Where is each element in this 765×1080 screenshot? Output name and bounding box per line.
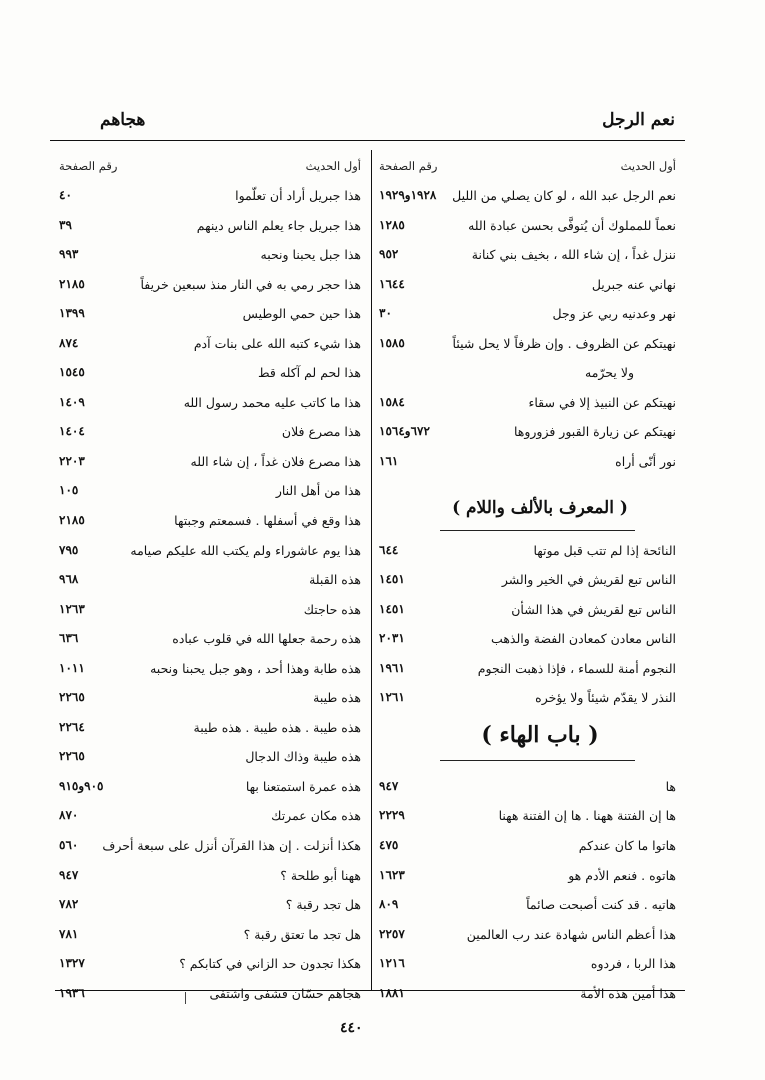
running-head-right: نعم الرجل — [602, 110, 675, 130]
entry-page-number: ١٠٥ — [59, 483, 79, 498]
entry-text: ها إن الفتنة ههنا . ها إن الفتنة ههنا — [498, 808, 676, 824]
entry-text: هذا حين حمي الوطيس — [242, 306, 361, 322]
entry-page-number: ٧٩٥ — [59, 542, 79, 557]
entry-page-number: ١٢٦٣ — [59, 601, 85, 616]
entry-page-number: ٢٢٥٧ — [379, 926, 405, 941]
index-entry — [55, 270, 365, 300]
entry-text: هاتيه . قد كنت أصبحت صائماً — [526, 897, 676, 913]
section-rule — [440, 530, 635, 531]
entry-page-number: ١٩٣٦ — [59, 985, 85, 1000]
entry-page-number: ٨٧٠ — [59, 808, 79, 823]
entry-page-number: ٤٧٥ — [379, 838, 399, 853]
entry-text: ننزل غداً ، إن شاء الله ، بخيف بني كنانة — [471, 247, 676, 263]
entry-text: نهيتكم عن زيارة القبور فزوروها — [513, 424, 676, 440]
entry-page-number: ٥٦٠ — [59, 838, 79, 853]
entry-page-number: ٩٩٣ — [59, 247, 79, 262]
entry-page-number: ٩٤٧ — [59, 867, 79, 882]
index-entry — [55, 299, 365, 329]
entry-page-number: ٦٤٤ — [379, 542, 399, 557]
entry-page-number: ١٢٦١ — [379, 690, 405, 705]
index-entry — [375, 801, 680, 831]
index-entry — [55, 624, 365, 654]
entry-text: نهيتكم عن النبيذ إلا في سقاء — [528, 394, 676, 410]
index-entry — [55, 447, 365, 477]
entry-page-number: ١٣٩٩ — [59, 306, 85, 321]
entry-text: هكذا تجدون حد الزاني في كتابكم ؟ — [179, 956, 361, 972]
index-entry — [375, 949, 680, 979]
index-entry — [375, 211, 680, 241]
index-entry — [55, 388, 365, 418]
entry-page-number: ٩٠٥و٩١٥ — [59, 778, 104, 793]
header-page-number: رقم الصفحة — [59, 159, 118, 173]
index-entry — [55, 683, 365, 713]
index-entry — [375, 358, 680, 388]
index-entry — [375, 683, 680, 713]
margin-mark — [185, 992, 187, 1004]
entry-text: نعماً للمملوك أن يُتوفَّى بحسن عبادة الله — [468, 217, 676, 233]
index-entry — [55, 861, 365, 891]
entry-page-number: ١٤٠٩ — [59, 394, 85, 409]
entry-text: هذه طيبة — [313, 690, 361, 706]
entry-text: هذا حجر رمي به في النار منذ سبعين خريفاً — [140, 276, 361, 292]
column-header — [375, 155, 680, 181]
entry-text: هاتوه . فنعم الأدم هو — [568, 867, 676, 883]
entry-text: النجوم أمنة للسماء ، فإذا ذهبت النجوم — [477, 660, 676, 676]
index-entry — [55, 772, 365, 802]
entry-text: الناس تبع لقريش في الخير والشر — [501, 572, 676, 588]
right-column — [375, 155, 680, 1008]
index-entry — [55, 979, 365, 1009]
entry-page-number: ١٠١١ — [59, 660, 85, 675]
entry-text: ها — [665, 778, 676, 794]
entry-text: هذا شيء كتبه الله على بنات آدم — [193, 335, 361, 351]
entry-page-number: ٩٤٧ — [379, 778, 399, 793]
index-entry — [55, 890, 365, 920]
entry-page-number: ٧٨١ — [59, 926, 79, 941]
entry-page-number: ١٤٥١ — [379, 601, 405, 616]
entry-page-number: ٦٧٢و١٥٦٤ — [379, 424, 430, 439]
section-title-definite-article: ( المعرف بالألف واللام ) — [452, 498, 628, 518]
index-entry — [55, 713, 365, 743]
entry-page-number: ١٣٢٧ — [59, 956, 85, 971]
entry-page-number: ١٩٢٨و١٩٢٩ — [379, 188, 437, 202]
entry-text: هذا جبريل أراد أن تعلّموا — [235, 188, 361, 203]
entry-page-number: ٢٢٦٤ — [59, 719, 85, 734]
entry-text: هكذا أنزلت . إن هذا القرآن أنزل على سبعة أحرف — [102, 838, 361, 854]
index-entry — [55, 181, 365, 211]
index-entry — [375, 772, 680, 802]
entry-text: نهر وعدنيه ربي عز وجل — [552, 306, 676, 322]
entry-text: هذه عمرة استمتعنا بها — [245, 778, 361, 794]
index-entry — [375, 299, 680, 329]
entry-text: هذه طابة وهذا أحد ، وهو جبل يحبنا ونحبه — [150, 660, 361, 676]
entry-page-number: ١٨٨١ — [379, 985, 405, 1000]
index-entry — [375, 447, 680, 477]
entry-text: هذه طيبة . هذه طيبة . هذه طيبة — [193, 719, 361, 735]
entry-page-number: ١٦٢٣ — [379, 867, 405, 882]
entry-text: هذه مكان عمرتك — [271, 808, 361, 824]
entry-text: هذه رحمة جعلها الله في قلوب عباده — [172, 631, 361, 647]
index-entry — [55, 742, 365, 772]
entry-text: هل تجد رقبة ؟ — [285, 897, 361, 913]
entry-text: نهاني عنه جبريل — [591, 276, 676, 292]
entry-text: هذا من أهل النار — [275, 483, 361, 499]
index-entry — [375, 329, 680, 359]
index-entry — [55, 417, 365, 447]
entry-page-number: ٢٢٦٥ — [59, 749, 85, 764]
entry-text: نور أنّى أراه — [615, 453, 676, 469]
index-entry — [55, 536, 365, 566]
running-head-left: هجاهم — [100, 110, 146, 130]
index-entry — [55, 801, 365, 831]
index-entry — [55, 211, 365, 241]
entry-page-number: ٣٠ — [379, 306, 392, 321]
header-hadith-start: أول الحديث — [620, 159, 676, 173]
entry-page-number: ٩٦٨ — [59, 572, 79, 587]
entry-page-number: ٦٣٦ — [59, 631, 79, 646]
entry-text: هذا أعظم الناس شهادة عند رب العالمين — [466, 926, 676, 942]
index-entry — [55, 949, 365, 979]
entry-page-number: ٢٢٢٩ — [379, 808, 405, 823]
header-hadith-start: أول الحديث — [305, 159, 361, 173]
entry-page-number: ١٩٦١ — [379, 660, 405, 675]
entry-page-number: ١٤٠٤ — [59, 424, 85, 439]
index-entry — [375, 890, 680, 920]
entry-page-number: ٣٩ — [59, 217, 72, 232]
header-page-number: رقم الصفحة — [379, 159, 438, 173]
header-rule — [50, 140, 685, 141]
entry-text: ههنا أبو طلحة ؟ — [280, 867, 361, 883]
entry-text: هاتوا ما كان عندكم — [578, 838, 676, 854]
entry-page-number: ١٥٨٥ — [379, 335, 405, 350]
index-entry — [375, 270, 680, 300]
index-entry — [375, 654, 680, 684]
entry-page-number: ٢٢٠٣ — [59, 453, 85, 468]
entry-text: هجاهم حسّان فشفى واشتفى — [209, 985, 361, 1001]
entry-text: هذا يوم عاشوراء ولم يكتب الله عليكم صيامه — [130, 542, 361, 558]
entry-text: الناس تبع لقريش في هذا الشأن — [511, 601, 676, 617]
left-column — [55, 155, 365, 1008]
entry-text: هذا مصرع فلان غداً ، إن شاء الله — [190, 453, 361, 469]
index-entry — [375, 388, 680, 418]
index-entry — [375, 240, 680, 270]
entry-page-number: ١٥٨٤ — [379, 394, 405, 409]
entry-page-number: ١٥٤٥ — [59, 365, 85, 380]
entry-text: هذه القبلة — [309, 572, 361, 588]
index-entry — [55, 831, 365, 861]
entry-page-number: ٨٧٤ — [59, 335, 79, 350]
index-entry — [55, 920, 365, 950]
entry-page-number: ١٦١ — [379, 453, 399, 468]
index-entry — [375, 831, 680, 861]
index-entry — [55, 358, 365, 388]
entry-text: هذا جبريل جاء يعلم الناس دينهم — [196, 217, 361, 233]
entry-text: نهيتكم عن الظروف . وإن ظرفاً لا يحل شيئاً — [452, 335, 676, 351]
index-entry — [55, 240, 365, 270]
index-entry — [375, 979, 680, 1009]
entry-text: هذا الربا ، فردوه — [590, 956, 676, 972]
entry-text: النذر لا يقدّم شيئاً ولا يؤخره — [535, 690, 676, 706]
index-entry — [375, 181, 680, 211]
footer-rule — [55, 990, 685, 991]
entry-text: ولا يحرّمه — [585, 365, 634, 381]
entry-page-number: ٩٥٢ — [379, 247, 399, 262]
page-number: ٤٤٠ — [340, 1020, 363, 1036]
entry-text: نعم الرجل عبد الله ، لو كان يصلي من الليل — [452, 188, 676, 203]
entry-page-number: ٤٠ — [59, 188, 72, 202]
index-entry — [375, 417, 680, 447]
entry-page-number: ٧٨٢ — [59, 897, 79, 912]
entry-page-number: ٢١٨٥ — [59, 276, 85, 291]
entry-page-number: ١٢٨٥ — [379, 217, 405, 232]
index-entry — [55, 565, 365, 595]
column-header — [55, 155, 365, 181]
entry-text: هذا جبل يحبنا ونحبه — [260, 247, 361, 263]
index-entry — [375, 536, 680, 566]
entry-page-number: ٨٠٩ — [379, 897, 399, 912]
entry-text: هذا مصرع فلان — [281, 424, 361, 440]
index-entry — [375, 565, 680, 595]
entry-text: الناس معادن كمعادن الفضة والذهب — [491, 631, 676, 647]
entry-page-number: ١٢١٦ — [379, 956, 405, 971]
entry-page-number: ٢٢٦٥ — [59, 690, 85, 705]
entry-text: هل تجد ما تعتق رقبة ؟ — [243, 926, 361, 942]
column-divider — [371, 150, 372, 990]
entry-text: النائحة إذا لم تتب قبل موتها — [533, 542, 676, 558]
entry-text: هذا وقع في أسفلها . فسمعتم وجبتها — [174, 513, 361, 529]
entry-text: هذا ما كاتب عليه محمد رسول الله — [183, 394, 361, 410]
entry-page-number: ١٦٤٤ — [379, 276, 405, 291]
index-entry — [55, 595, 365, 625]
index-entry — [375, 624, 680, 654]
entry-page-number: ٢١٨٥ — [59, 513, 85, 528]
entry-page-number: ٢٠٣١ — [379, 631, 405, 646]
index-entry — [375, 920, 680, 950]
entry-page-number: ١٤٥١ — [379, 572, 405, 587]
section-title-bab-al-ha: ( باب الهاء ) — [481, 722, 599, 748]
entry-text: هذا أمين هذه الأمة — [580, 985, 676, 1001]
index-entry — [375, 595, 680, 625]
entry-text: هذه طيبة وذاك الدجال — [245, 749, 361, 765]
section-rule — [440, 760, 635, 761]
index-entry — [375, 861, 680, 891]
entry-text: هذه حاجتك — [303, 601, 361, 617]
index-entry — [55, 329, 365, 359]
index-entry — [55, 506, 365, 536]
index-entry — [55, 476, 365, 506]
entry-text: هذا لحم لم آكله قط — [258, 365, 361, 381]
index-entry — [55, 654, 365, 684]
